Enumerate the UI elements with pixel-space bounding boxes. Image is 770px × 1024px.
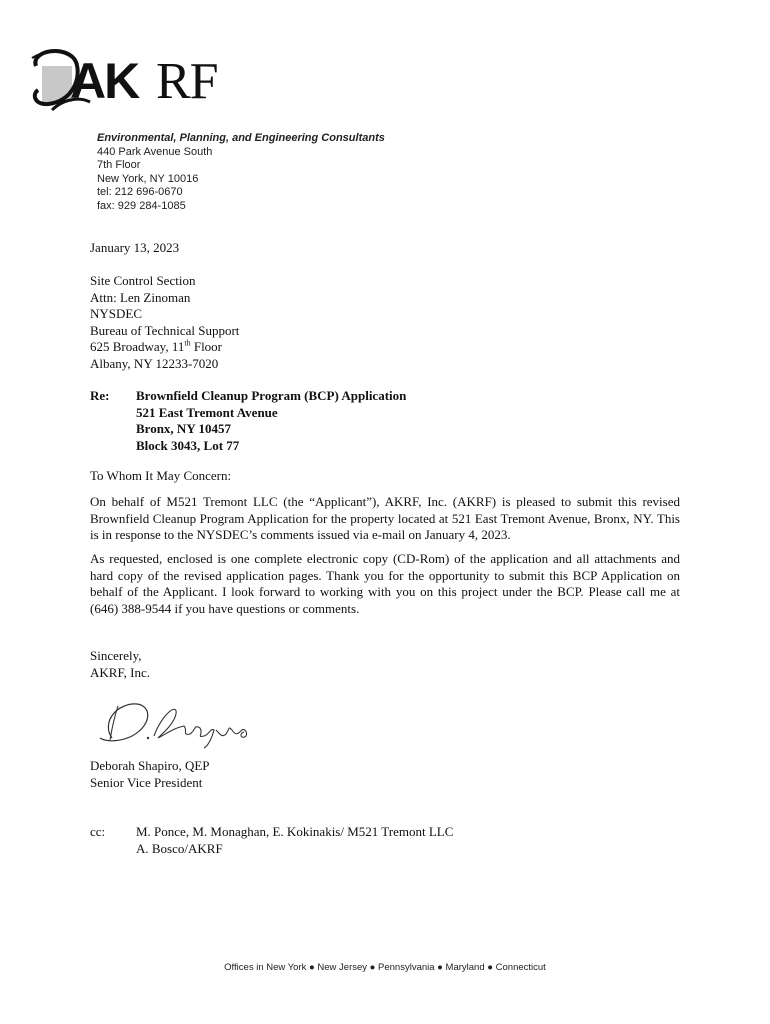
company-tagline: Environmental, Planning, and Engineering Consultants — [97, 132, 385, 144]
address-line: New York, NY 10016 — [97, 172, 199, 185]
fax-line: fax: 929 284-1085 — [97, 199, 186, 212]
re-label: Re: — [90, 388, 110, 403]
recipient-line: Attn: Len Zinoman — [90, 289, 191, 305]
signer-title: Senior Vice President — [90, 774, 203, 790]
salutation: To Whom It May Concern: — [90, 468, 232, 483]
recipient-line — [90, 339, 239, 356]
letter-date: January 13, 2023 — [90, 240, 180, 255]
company-logo — [28, 44, 243, 112]
phone-line: tel: 212 696-0670 — [97, 186, 183, 198]
body-paragraph-2: As requested, enclosed is one complete electronic copy (CD-Rom) of the application and all attachments and hard copy of the revised application pages. Thank you for the opportunity to submit this BCP Application on behalf of the Applicant. I look forward to working with you on this project under the BCP. Please call me at (646) 388-9544 if you have questions or comments. — [90, 551, 680, 616]
signer-block — [90, 758, 210, 791]
recipient-line: Site Control Section — [90, 273, 196, 288]
re-subject — [136, 388, 406, 454]
recipient-address — [90, 273, 239, 372]
closing-line: Sincerely, — [90, 648, 142, 663]
recipient-line: Albany, NY 12233-7020 — [90, 355, 219, 371]
svg-text:AK: AK — [70, 53, 139, 109]
re-line: 521 East Tremont Avenue — [136, 404, 278, 420]
signature-graphic — [92, 694, 262, 750]
letterhead — [97, 132, 385, 213]
cc-list — [136, 824, 453, 857]
cc-label: cc: — [90, 824, 106, 839]
recipient-floor: Floor — [190, 339, 223, 354]
cc-line: A. Bosco/AKRF — [136, 840, 223, 856]
cc-line: M. Ponce, M. Monaghan, E. Kokinakis/ M521 Tremont LLC — [136, 824, 454, 839]
body-paragraph-1: On behalf of M521 Tremont LLC (the “Applicant”), AKRF, Inc. (AKRF) is pleased to submit this revised Brownfield Cleanup Program Application for the property located at 521 East Tremont Avenue, Bronx, NY. This is in response to the NYSDEC’s comments issued via e-mail on January 4, 2023. — [90, 494, 680, 542]
re-line: Brownfield Cleanup Program (BCP) Application — [136, 388, 407, 403]
closing — [90, 648, 150, 681]
svg-text:RF: RF — [156, 53, 218, 110]
handwritten-signature — [92, 694, 262, 750]
akrf-logo-mark — [28, 44, 243, 112]
signer-name: Deborah Shapiro, QEP — [90, 758, 210, 773]
recipient-line: NYSDEC — [90, 306, 143, 321]
footer-offices: Offices in New York ● New Jersey ● Pennsylvania ● Maryland ● Connecticut — [224, 962, 546, 973]
recipient-street: 625 Broadway, 11 — [90, 339, 185, 354]
recipient-line: Bureau of Technical Support — [90, 322, 240, 338]
address-line: 440 Park Avenue South — [97, 145, 213, 158]
address-line: 7th Floor — [97, 159, 141, 171]
re-line: Bronx, NY 10457 — [136, 421, 231, 436]
re-line: Block 3043, Lot 77 — [136, 437, 240, 453]
closing-line: AKRF, Inc. — [90, 664, 150, 680]
ordinal-suffix: th — [184, 338, 191, 348]
